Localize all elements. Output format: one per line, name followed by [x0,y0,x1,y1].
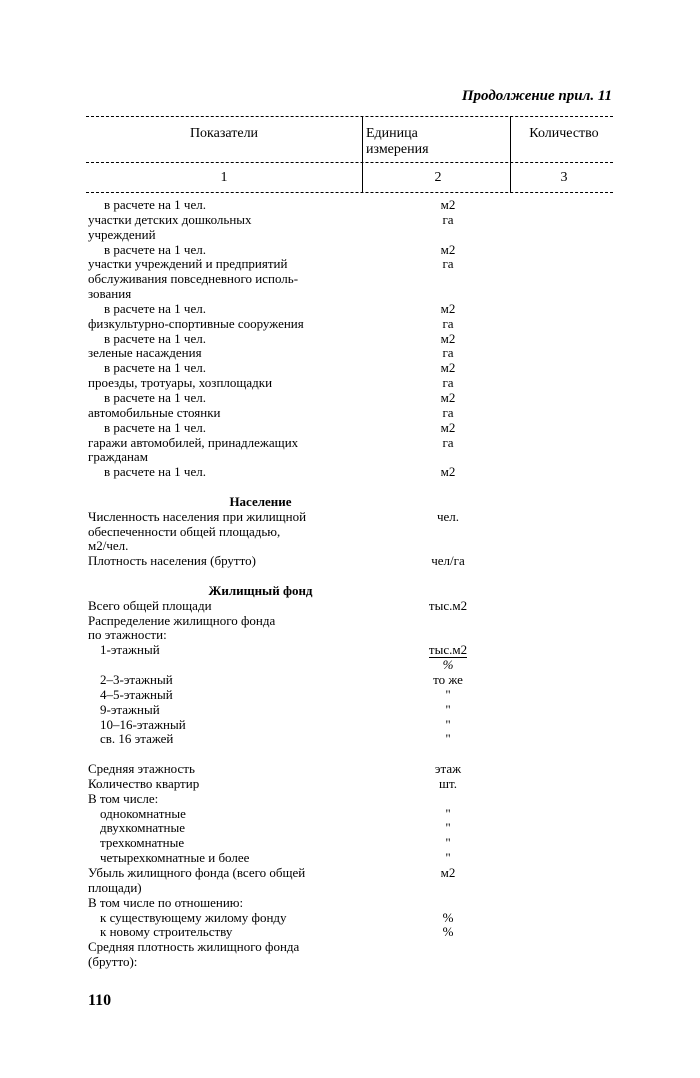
row-label: автомобильные стоянки [88,404,221,420]
row-label: (брутто): [88,954,138,970]
section-heading [88,584,618,599]
row-label: В том числе по отношению: [88,894,244,910]
row-label: В том числе: [88,790,159,806]
row-label: трехкомнатные [100,835,185,851]
row-label: Население [229,493,292,509]
table-row [88,332,618,347]
table-row [88,866,618,881]
row-label: двухкомнатные [100,820,185,836]
row-label: м2/чел. [88,538,129,554]
page-number: 110 [88,992,112,1009]
row-label: площади) [88,879,142,895]
table-row [88,391,618,406]
table-row [88,836,618,851]
row-label: к новому строительству [100,924,233,940]
table-row [88,302,618,317]
row-label: Количество квартир [88,775,200,791]
row-label: Численность населения при жилищной [88,508,307,524]
table-body [88,198,618,970]
row-unit: га [442,434,454,450]
row-label: в расчете на 1 чел. [104,330,206,346]
fraction-numerator: тыс.м2 [428,642,468,658]
row-label: в расчете на 1 чел. [104,241,206,257]
table-row [88,747,618,762]
row-unit: " [445,731,451,747]
row-unit: тыс.м2 [428,597,468,613]
row-label: в расчете на 1 чел. [104,360,206,376]
row-unit: м2 [440,197,456,212]
row-label: гражданам [88,449,148,465]
row-label: св. 16 этажей [100,731,174,747]
row-unit: м2 [440,864,456,880]
row-unit: м2 [440,389,456,405]
row-unit: " [445,716,451,732]
row-label: гаражи автомобилей, принадлежащих [88,434,299,450]
table-row [88,406,618,421]
table-row [88,881,618,896]
table-row [88,911,618,926]
table-row [88,718,618,733]
table-row [88,658,618,673]
row-label: проезды, тротуары, хозплощадки [88,375,273,391]
row-unit: га [442,211,454,227]
table-row [88,614,618,629]
row-unit: " [445,805,451,821]
row-unit: чел. [436,508,460,524]
table-row [88,525,618,540]
row-label: в расчете на 1 чел. [104,300,206,316]
row-unit: м2 [440,330,456,346]
row-label: Плотность населения (брутто) [88,553,256,569]
table-row [88,243,618,258]
row-label: Всего общей площади [88,597,212,613]
table-row [88,643,618,658]
table-row [88,807,618,822]
row-label: 9-этажный [100,701,160,717]
row-label: однокомнатные [100,805,186,821]
header-col-unit [366,126,510,158]
header-divider-1 [362,116,363,193]
table-row [88,465,618,480]
row-unit: м2 [440,241,456,257]
table-row [88,955,618,970]
row-label: Распределение жилищного фонда [88,612,276,628]
row-unit: м2 [440,419,456,435]
table-row [88,896,618,911]
row-unit: " [445,686,451,702]
table-row [88,554,618,569]
table-row [88,480,618,495]
row-unit: м2 [440,464,456,480]
table-row [88,346,618,361]
row-label: Средняя плотность жилищного фонда [88,939,300,955]
row-label: Убыль жилищного фонда (всего общей [88,864,306,880]
table-row [88,198,618,213]
header-col-unit-line2: измерения [366,142,429,157]
table-row [88,732,618,747]
row-label: участки учреждений и предприятий [88,256,288,272]
row-unit: га [442,315,454,331]
row-label: физкультурно-спортивные сооружения [88,315,304,331]
table-header [86,116,613,194]
table-row [88,539,618,554]
row-label: обеспеченности общей площадью, [88,523,281,539]
header-num-1: 1 [220,170,228,185]
header-rule-top [86,116,613,117]
table-row [88,421,618,436]
row-unit: то же [433,672,463,687]
table-row [88,777,618,792]
row-unit: га [442,404,454,420]
table-row [88,287,618,302]
row-label: 4–5-этажный [100,686,173,702]
table-row [88,821,618,836]
table-row [88,762,618,777]
row-label: в расчете на 1 чел. [104,419,206,435]
row-unit: " [445,820,451,836]
row-label: Средняя этажность [88,761,195,777]
header-num-2: 2 [434,170,442,185]
row-label: по этажности: [88,627,167,643]
table-row [88,257,618,272]
header-col-indicators: Показатели [189,126,259,141]
table-row [88,599,618,614]
row-unit: га [442,256,454,272]
table-row [88,436,618,451]
row-unit: % [442,924,454,940]
table-row [88,673,618,688]
row-unit: чел/га [431,553,465,569]
row-unit: " [445,835,451,851]
table-row [88,361,618,376]
table-row [88,703,618,718]
row-label: зеленые насаждения [88,345,202,361]
row-label: к существующему жилому фонду [100,909,287,925]
table-row [88,317,618,332]
row-label: 1-этажный [100,642,160,658]
table-row [88,450,618,465]
table-row [88,228,618,243]
header-rule-bottom [86,192,613,193]
row-unit: шт. [439,775,457,791]
row-unit: га [442,375,454,391]
row-unit [403,643,493,658]
table-row [88,925,618,940]
row-label: зования [88,286,132,302]
table-row [88,851,618,866]
header-col-unit-line1: Единица [366,126,418,141]
table-row [88,688,618,703]
header-num-3: 3 [560,170,568,185]
table-row [88,628,618,643]
row-unit: % [442,657,454,673]
row-unit: м2 [440,300,456,316]
section-heading [88,495,618,510]
table-row [88,792,618,807]
running-head: Продолжение прил. 11 [461,88,612,104]
row-label: 2–3-этажный [100,672,173,687]
header-rule-middle [86,162,613,163]
row-label: 10–16-этажный [100,716,186,732]
row-unit: м2 [440,360,456,376]
row-unit: га [442,345,454,361]
header-divider-2 [510,116,511,193]
table-row [88,376,618,391]
row-label: в расчете на 1 чел. [104,197,206,212]
row-label: учреждений [88,226,156,242]
table-row [88,940,618,955]
row-label: Жилищный фонд [208,582,313,598]
row-unit: этаж [434,761,462,777]
table-row [88,272,618,287]
row-unit: " [445,701,451,717]
row-label: четырехкомнатные и более [100,850,250,866]
table-row [88,213,618,228]
row-label: в расчете на 1 чел. [104,389,206,405]
row-unit: % [442,909,454,925]
row-label: обслуживания повседневного исполь- [88,271,299,287]
row-unit: " [445,850,451,866]
table-row [88,569,618,584]
header-col-quantity: Количество [529,126,599,141]
table-row [88,510,618,525]
row-label: в расчете на 1 чел. [104,464,206,480]
row-label: участки детских дошкольных [88,211,252,227]
